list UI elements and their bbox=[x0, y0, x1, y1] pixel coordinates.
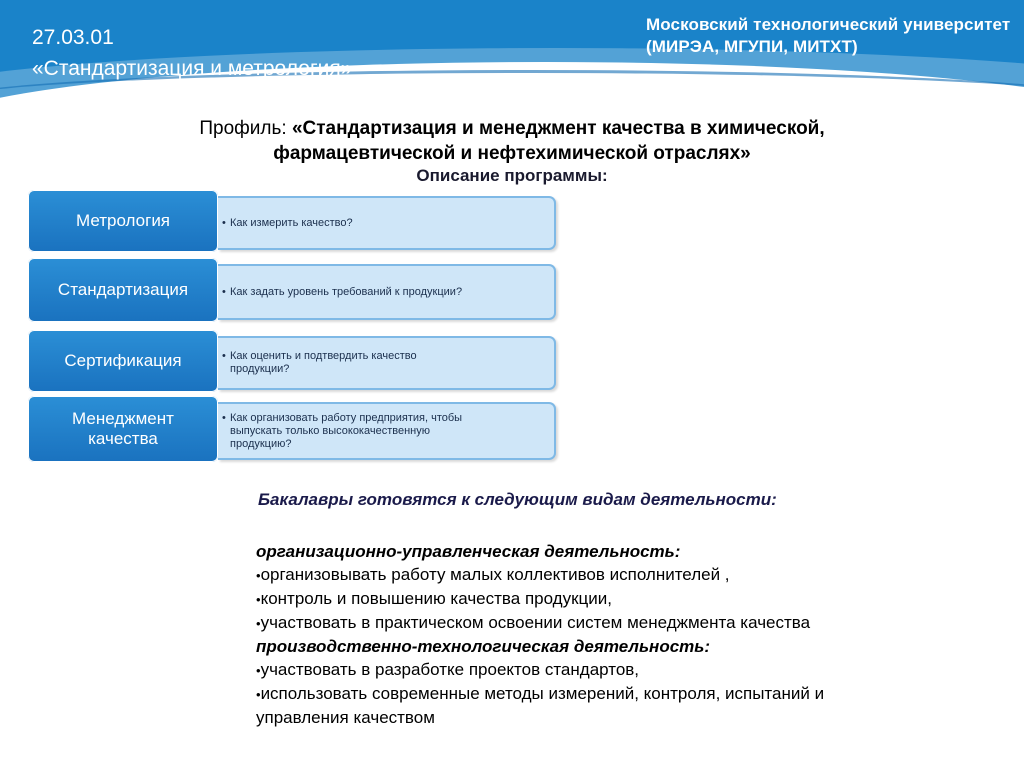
topic-line: качества bbox=[88, 429, 158, 448]
profile-title-line1: «Стандартизация и менеджмент качества в химической, bbox=[291, 118, 825, 139]
row-question-box bbox=[218, 264, 556, 320]
row-topic-label: Стандартизация bbox=[57, 280, 189, 299]
bullet-mark: • bbox=[222, 411, 226, 424]
university-name bbox=[646, 14, 1010, 58]
program-name: «Стандартизация и метрология» bbox=[32, 57, 353, 80]
activity-item-text: участвовать в практическом освоении систем менеджмента качества bbox=[260, 613, 811, 632]
row-question-text bbox=[218, 217, 353, 230]
program-description-heading: Описание программы: bbox=[416, 166, 608, 185]
bullet-mark: • bbox=[222, 216, 226, 229]
activity-item-text: использовать современные методы измерений, контроля, испытаний и bbox=[260, 684, 825, 703]
bullet-mark: • bbox=[256, 568, 261, 583]
row-topic-box bbox=[28, 396, 218, 462]
question-line: продукции? bbox=[230, 363, 290, 375]
activity-item bbox=[256, 563, 996, 587]
row-topic-label: Сертификация bbox=[64, 351, 182, 370]
activity-item bbox=[256, 658, 996, 682]
question-line: Как организовать работу предприятия, чтобы bbox=[230, 411, 463, 424]
row-question-box bbox=[218, 196, 556, 250]
university-name-line1: Московский технологический университет bbox=[646, 15, 1011, 34]
question-line: Как задать уровень требований к продукции? bbox=[230, 285, 463, 298]
program-code-title bbox=[32, 22, 352, 84]
question-line: выпускать только высококачественную bbox=[230, 424, 430, 437]
question-line: Как измерить качество? bbox=[230, 216, 353, 229]
activities-list bbox=[256, 540, 996, 729]
header-band bbox=[0, 0, 1024, 106]
row-topic-box bbox=[28, 258, 218, 322]
question-line: продукцию? bbox=[230, 437, 292, 450]
row-topic-label bbox=[72, 409, 174, 449]
row-question-box bbox=[218, 336, 556, 390]
row-question-box bbox=[218, 402, 556, 460]
activity-category-production: производственно-технологическая деятельность: bbox=[256, 637, 711, 656]
row-question-text bbox=[218, 412, 462, 451]
activity-item-text: контроль и повышению качества продукции, bbox=[260, 589, 612, 608]
university-name-line2: (МИРЭА, МГУПИ, МИТХТ) bbox=[646, 37, 858, 56]
activity-item bbox=[256, 587, 996, 611]
bullet-mark: • bbox=[222, 350, 226, 362]
bullet-mark: • bbox=[256, 592, 261, 607]
bullet-mark: • bbox=[256, 663, 261, 678]
row-question-text bbox=[218, 286, 462, 299]
question-line: Как оценить и подтвердить качество bbox=[230, 350, 417, 362]
bachelors-heading: Бакалавры готовятся к следующим видам деятельности: bbox=[258, 490, 777, 509]
activity-category-organizational: организационно-управленческая деятельность: bbox=[256, 542, 681, 561]
row-topic-box bbox=[28, 190, 218, 252]
row-question-text bbox=[218, 350, 417, 376]
topic-line: Менеджмент bbox=[72, 409, 174, 428]
program-code: 27.03.01 bbox=[32, 26, 114, 49]
activity-item-continuation: управления качеством bbox=[256, 708, 435, 727]
bullet-mark: • bbox=[222, 285, 226, 298]
profile-title-line2: фармацевтической и нефтехимической отраслях» bbox=[273, 143, 751, 164]
row-topic-box bbox=[28, 330, 218, 392]
profile-heading bbox=[60, 116, 964, 166]
activity-item-text: участвовать в разработке проектов стандартов, bbox=[260, 660, 640, 679]
activity-item bbox=[256, 611, 996, 635]
profile-label: Профиль: bbox=[199, 118, 287, 139]
activity-item bbox=[256, 682, 996, 706]
row-topic-label: Метрология bbox=[75, 211, 171, 230]
bullet-mark: • bbox=[256, 616, 261, 631]
activity-item-text: организовывать работу малых коллективов исполнителей , bbox=[260, 565, 730, 584]
bullet-mark: • bbox=[256, 687, 261, 702]
